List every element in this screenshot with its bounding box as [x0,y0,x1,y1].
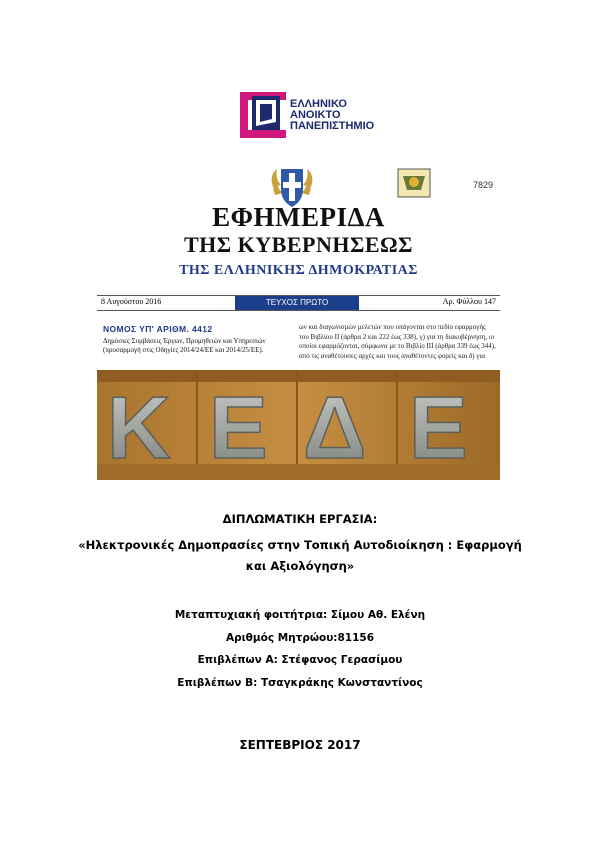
gazette-title-line2: ΤΗΣ ΚΥΒΕΡΝΗΣΕΩΣ [183,232,413,257]
gazette-issue: ΤΕΥΧΟΣ ΠΡΩΤΟ [235,296,359,310]
thesis-title-line1: «Ηλεκτρονικές Δημοπρασίες στην Τοπική Αυτοδιοίκηση : Εφαρμογή [78,538,522,552]
gazette-law-title: ΝΟΜΟΣ ΥΠ' ΑΡΙΘΜ. 4412 [103,324,213,334]
student-name: Μεταπτυχιακή φοιτήτρια: Σίμου Αθ. Ελένη [174,609,426,621]
gazette-title-line1: ΕΦΗΜΕΡΙΔΑ [212,202,385,232]
gazette-law-block [103,324,281,355]
thesis-type: ΔΙΠΛΩΜΑΤΙΚΗ ΕΡΓΑΣΙΑ: [222,512,378,526]
gazette-title-line3: ΤΗΣ ΕΛΛΗΝΙΚΗΣ ΔΗΜΟΚΡΑΤΙΑΣ [179,263,418,278]
university-logo-icon [240,92,286,138]
university-name [290,99,374,132]
gazette-info-bar [97,295,500,311]
university-name-line2: ΑΝΟΙΚΤΟ [290,109,341,121]
gazette-page-number: 7829 [473,180,494,190]
kede-letter-k: Κ [107,378,171,477]
thesis-date: ΣΕΠΤΕΒΡΙΟΣ 2017 [239,738,361,752]
supervisor-a: Επιβλέπων Α: Στέφανος Γερασίμου [197,654,403,666]
gazette-law-description: Δημόσιες Συμβάσεις Έργων, Προμηθειών και Υπηρεσιών (προσαρμογή στις Οδηγίες 2014/24/ΕΕ και 2014/25/ΕΕ). [103,337,266,354]
gazette-date: 8 Αυγούστου 2016 [101,297,162,306]
gazette-stamp-icon [397,168,431,198]
kede-letter-e1: Ε [209,378,268,477]
kede-wall-image [97,370,500,480]
gazette-sheet-number: Αρ. Φύλλου 147 [442,297,496,306]
kede-photo [97,370,500,480]
kede-letter-e2: Ε [409,378,468,477]
supervisor-b: Επιβλέπων Β: Τσαγκράκης Κωνσταντίνος [177,677,423,689]
university-name-line1: ΕΛΛΗΝΙΚΟ [290,98,347,110]
university-name-line3: ΠΑΝΕΠΙΣΤΗΜΙΟ [290,120,375,132]
kede-letter-d: Δ [303,378,367,477]
registration-number: Αριθμός Μητρώου:81156 [225,632,375,644]
university-logo [240,92,375,142]
thesis-title-line2: και Αξιολόγηση» [245,559,355,573]
gazette-column-text: ων και διαγωνισμών μελετών που υπάγονται στο πεδίο εφαρμογής του Βιβλίου ΙΙ (άρθρα 2 και 222 έως 338), γ) για τη διακυβέρνηση, οι οποίοι εφαρμόζονται, σύμφωνα με το Βιβλίο ΙΙΙ (άρθρα 339 έως 344), από τις αναθέτουσες αρχές και τους αναθέτοντες φορείς και δ) για [299,323,496,360]
